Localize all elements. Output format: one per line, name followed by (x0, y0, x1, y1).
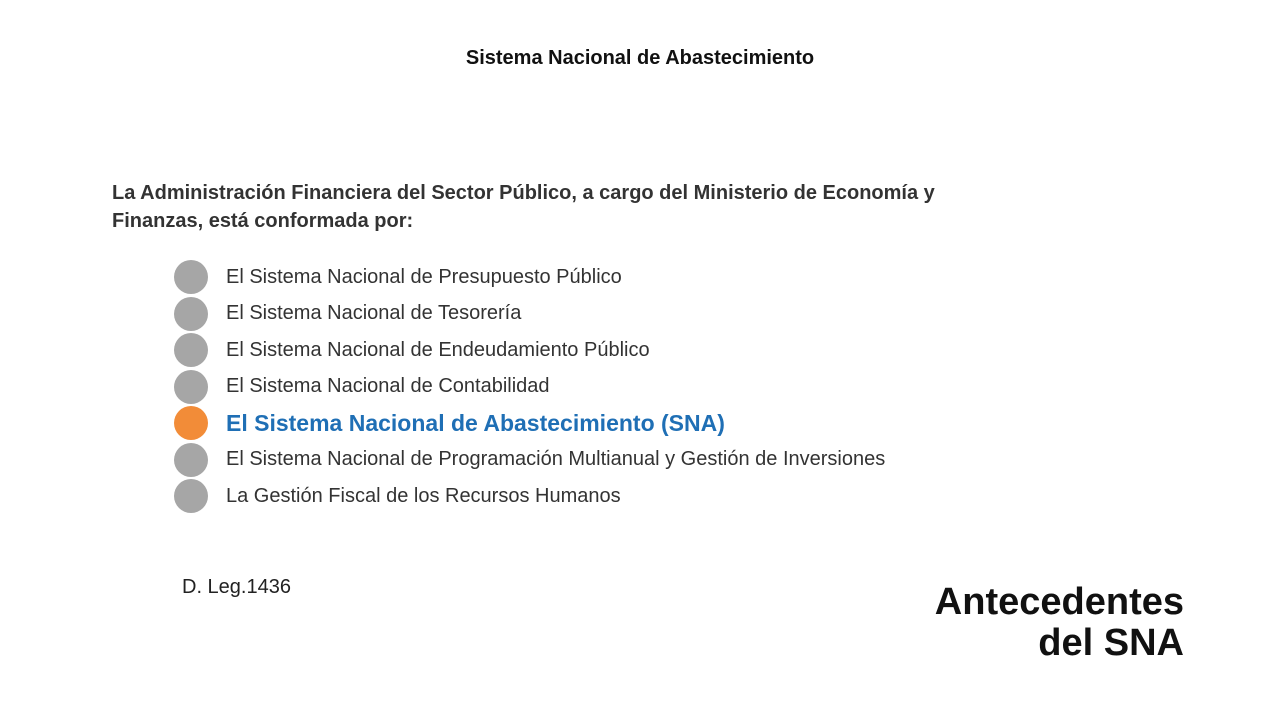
legal-reference: D. Leg.1436 (182, 576, 291, 598)
list-item-label: El Sistema Nacional de Presupuesto Público (226, 265, 622, 288)
list-item (174, 332, 885, 369)
list-item-highlighted (174, 405, 885, 442)
bullet-circle-icon (174, 333, 208, 367)
bullet-circle-icon (174, 479, 208, 513)
list-item (174, 442, 885, 479)
section-heading-line2: del SNA (1038, 622, 1184, 664)
list-item-label-highlighted: El Sistema Nacional de Abastecimiento (SNA) (226, 409, 725, 436)
systems-list (174, 259, 885, 515)
list-item (174, 259, 885, 296)
section-heading (935, 582, 1184, 664)
list-item-label: El Sistema Nacional de Contabilidad (226, 375, 550, 398)
bullet-circle-icon (174, 370, 208, 404)
list-item (174, 478, 885, 515)
slide-title: Sistema Nacional de Abastecimiento (465, 47, 815, 69)
section-heading-line1: Antecedentes (934, 581, 1184, 623)
list-item-label: El Sistema Nacional de Programación Multianual y Gestión de Inversiones (226, 448, 886, 471)
intro-text: La Administración Financiera del Sector Público, a cargo del Ministerio de Economía y Finanzas, está conformada por: (112, 182, 935, 232)
bullet-circle-icon (174, 443, 208, 477)
list-item (174, 296, 885, 333)
list-item-label: El Sistema Nacional de Endeudamiento Público (226, 338, 650, 361)
bullet-circle-icon (174, 260, 208, 294)
bullet-circle-icon (174, 297, 208, 331)
list-item (174, 369, 885, 406)
list-item-label: El Sistema Nacional de Tesorería (226, 302, 522, 325)
list-item-label: La Gestión Fiscal de los Recursos Humanos (226, 484, 621, 507)
bullet-circle-highlighted-icon (174, 406, 208, 440)
